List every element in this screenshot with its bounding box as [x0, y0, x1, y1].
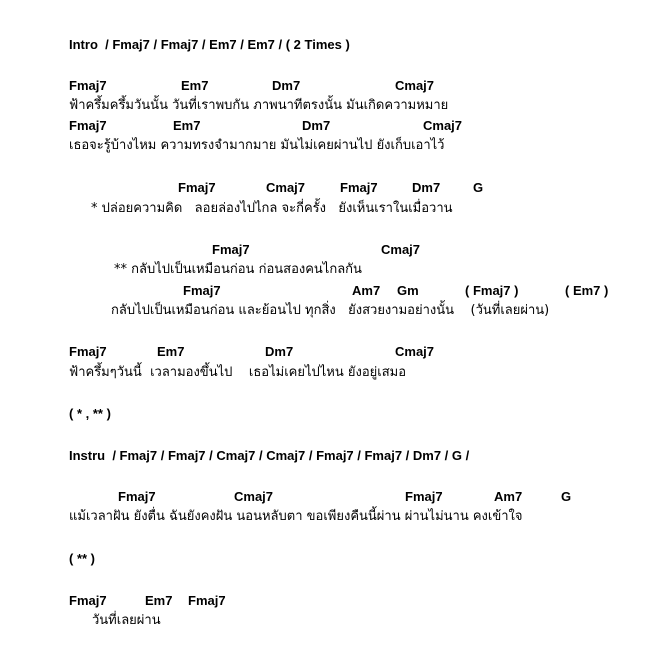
chord: Fmaj7: [212, 242, 250, 257]
chord: G: [561, 489, 572, 504]
chord: Em7: [181, 78, 209, 93]
repeat-marker: ( ** ): [69, 551, 95, 566]
chord: Em7: [145, 593, 173, 608]
intro-line: Intro / Fmaj7 / Fmaj7 / Em7 / Em7 / ( 2 Times ): [69, 37, 350, 52]
chord: Em7: [157, 344, 185, 359]
chord: ( Fmaj7 ): [465, 283, 519, 298]
chord: Cmaj7: [395, 344, 435, 359]
chord: G: [473, 180, 484, 195]
chord: Cmaj7: [395, 78, 435, 93]
lyric-line: ฟ้าครึ้มครึ้มวันนั้น วันที่เราพบกัน ภาพนาทีตรงนั้น มันเกิดความหมาย: [69, 98, 449, 113]
chord: Cmaj7: [266, 180, 306, 195]
chord: Cmaj7: [234, 489, 274, 504]
chord: Fmaj7: [69, 593, 107, 608]
chord: ( Em7 ): [565, 283, 609, 298]
chord: Fmaj7: [69, 78, 107, 93]
lyric-line: แม้เวลาฝัน ยังตื่น ฉันยังคงฝัน นอนหลับตา ขอเพียงคืนนี้ผ่าน ผ่านไม่นาน คงเข้าใจ: [69, 509, 523, 524]
chord: Fmaj7: [118, 489, 156, 504]
chord: Fmaj7: [69, 118, 107, 133]
lyric-line: * ปล่อยความคิด ลอยล่องไปไกล จะกี่ครั้ง ยังเห็นเราในเมื่อวาน: [91, 201, 453, 216]
chord: Dm7: [302, 118, 331, 133]
chord: Dm7: [412, 180, 441, 195]
chord: Em7: [173, 118, 201, 133]
chord: Fmaj7: [178, 180, 216, 195]
chord: Cmaj7: [423, 118, 463, 133]
chord: Dm7: [265, 344, 294, 359]
instrumental-line: Instru / Fmaj7 / Fmaj7 / Cmaj7 / Cmaj7 / Fmaj7 / Fmaj7 / Dm7 / G /: [69, 448, 470, 463]
chord: Am7: [494, 489, 523, 504]
lyric-line: ** กลับไปเป็นเหมือนก่อน ก่อนสองคนไกลกัน: [114, 262, 362, 277]
chord: Dm7: [272, 78, 301, 93]
chord: Fmaj7: [405, 489, 443, 504]
chord: Fmaj7: [188, 593, 226, 608]
chord: Am7: [352, 283, 381, 298]
lyric-line: กลับไปเป็นเหมือนก่อน และย้อนไป ทุกสิ่ง ยังสวยงามอย่างนั้น (วันที่เลยผ่าน): [111, 303, 550, 318]
lyric-line: เธอจะรู้บ้างไหม ความทรงจำมากมาย มันไม่เคยผ่านไป ยังเก็บเอาไว้: [69, 138, 445, 153]
chord: Cmaj7: [381, 242, 421, 257]
chord: Fmaj7: [183, 283, 221, 298]
chord: Fmaj7: [340, 180, 378, 195]
chord: Fmaj7: [69, 344, 107, 359]
repeat-marker: ( * , ** ): [69, 406, 111, 421]
chord: Gm: [397, 283, 419, 298]
lyric-line: วันที่เลยผ่าน: [92, 613, 161, 628]
lyric-line: ฟ้าครึ้มๆวันนี้ เวลามองขึ้นไป เธอไม่เคยไปไหน ยังอยู่เสมอ: [69, 365, 407, 380]
